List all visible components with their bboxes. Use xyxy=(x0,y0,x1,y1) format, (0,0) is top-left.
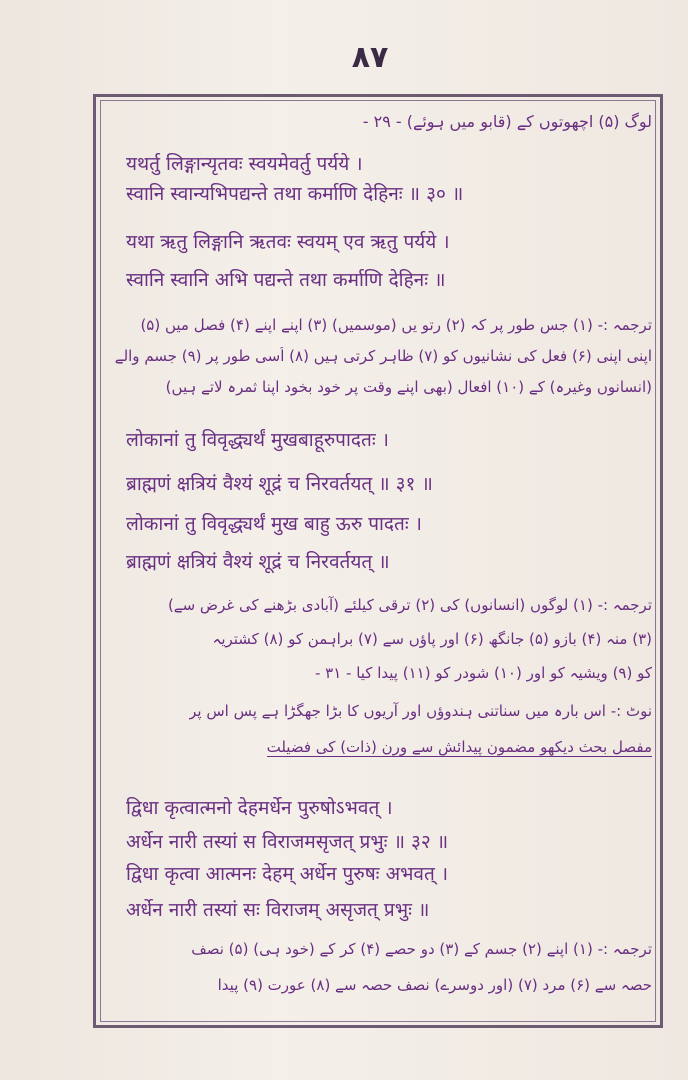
translation-32-line-1: ترجمہ :- (۱) اپنے (۲) جسم کے (۳) دو حصے (۴) کر کے (خود ہی) (۵) نصف xyxy=(191,940,652,958)
translation-31-line-1: ترجمہ :- (۱) لوگوں (انسانوں) کی (۲) ترقی کیلئے (آبادی بڑھنے کی غرض سے) xyxy=(167,596,652,614)
translation-29-line-1: ترجمہ :- (۱) جس طور پر کہ (۲) رتو یں (موسمیں) (۳) اپنے اپنے (۴) فصل میں (۵) xyxy=(140,316,652,334)
verse-29-padapatha-2: स्वानि स्वानि अभि पद्यन्ते तथा कर्माणि देहिनः ॥ xyxy=(126,269,446,291)
translation-32-line-2: حصہ سے (۶) مرد (۷) (اور دوسرے) نصف حصہ سے (۸) عورت (۹) پیدا xyxy=(217,976,652,994)
verse-31-line-2: ब्राह्मणं क्षत्रियं वैश्यं शूद्रं च निरवर्तयत् ॥ ३१ ॥ xyxy=(126,473,433,495)
verse-32-line-1: द्विधा कृत्वात्मनो देहमर्धेन पुरुषोऽभवत् । xyxy=(126,797,393,819)
verse-31-padapatha-2: ब्राह्मणं क्षत्रियं वैश्यं शूद्रं च निरवर्तयत् ॥ xyxy=(126,551,390,573)
note-line-2: مفصل بحث دیکھو مضمون پیدائش سے ورن (ذات) کی فضیلت xyxy=(266,738,652,756)
verse-31-padapatha-1: लोकानां तु विवृद्ध्यर्थं मुख बाहु ऊरु पादतः । xyxy=(126,513,422,535)
verse-29-line-2: स्वानि स्वान्यभिपद्यन्ते तथा कर्माणि देहिनः ॥ ३० ॥ xyxy=(126,183,464,205)
note-line-1: نوٹ :- اس بارہ میں سناتنی ہندوؤں اور آریوں کا بڑا جھگڑا ہے پس اس پر xyxy=(189,702,652,720)
verse-29-line-1: यथर्तु लिङ्गान्यृतवः स्वयमेवर्तु पर्यये । xyxy=(126,153,363,175)
verse-29-padapatha-1: यथा ऋतु लिङ्गानि ऋतवः स्वयम् एव ऋतु पर्यये । xyxy=(126,231,450,253)
section-heading: لوگ (۵) اچھوتوں کے (قابو میں ہوئے) - ۲۹ - xyxy=(362,112,652,131)
translation-31-line-3: کو (۹) ویشیہ کو اور (۱۰) شودر کو (۱۱) پیدا کیا - ۳۱ - xyxy=(314,664,652,682)
translation-29-line-2: اپنی اپنی (۶) فعل کی نشانیوں کو (۷) ظاہر کرتی ہیں (۸) اُسی طور پر (۹) جسم والے xyxy=(114,347,652,365)
verse-31-line-1: लोकानां तु विवृद्ध्यर्थं मुखबाहूरुपादतः । xyxy=(126,429,389,451)
verse-32-padapatha-2: अर्धेन नारी तस्यां सः विराजम् असृजत् प्रभुः ॥ xyxy=(126,899,430,921)
verse-32-line-2: अर्धेन नारी तस्यां स विराजमसृजत् प्रभुः ॥ ३२ ॥ xyxy=(126,831,449,853)
verse-32-padapatha-1: द्विधा कृत्वा आत्मनः देहम् अर्धेन पुरुषः अभवत् । xyxy=(126,863,449,885)
translation-29-line-3: (انسانوں وغیرہ) کے (۱۰) افعال (بھی اپنے وقت پر خود بخود اپنا ثمرہ لاتے ہیں) xyxy=(165,378,652,396)
page-number: ۸۷ xyxy=(351,40,389,75)
translation-31-line-2: (۳) منہ (۴) بازو (۵) جانگھ (۶) اور پاؤں سے (۷) براہمن کو (۸) کشتریہ xyxy=(212,630,652,648)
